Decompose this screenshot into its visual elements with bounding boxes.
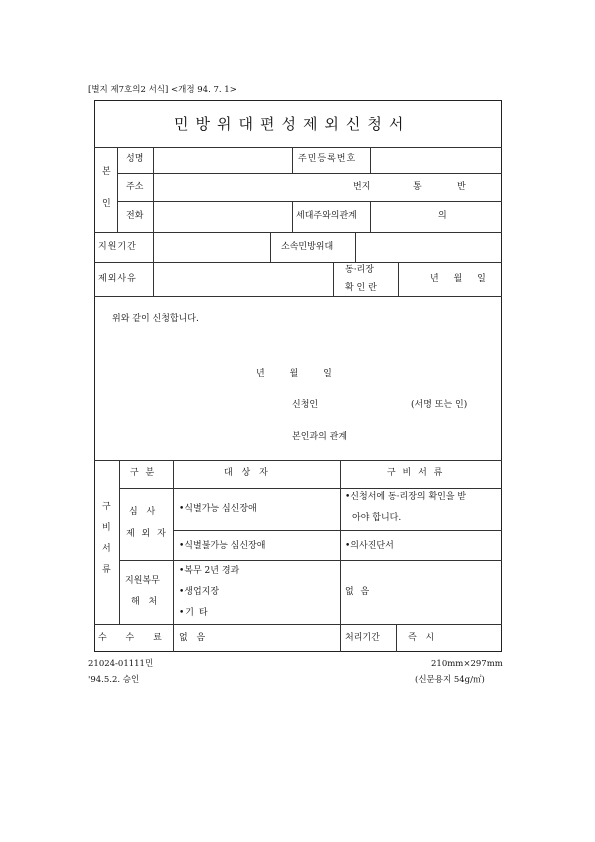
confirm-label-1: 동·리장 bbox=[345, 265, 374, 275]
unit-label: 소속민방위대 bbox=[281, 242, 334, 252]
declaration-text: 위와 같이 신청합니다. bbox=[112, 314, 199, 324]
line-v-category-col bbox=[173, 460, 174, 652]
footer-form-code: 21024-01111민 bbox=[88, 659, 154, 669]
line-h-reason bbox=[94, 296, 502, 297]
col-target: 대 상 자 bbox=[224, 468, 271, 478]
address-label: 주소 bbox=[126, 182, 144, 192]
name-label: 성명 bbox=[126, 154, 144, 164]
row1-doc-line-1: •신청서에 동·리장의 확인을 받 bbox=[345, 492, 467, 502]
period-label: 지원기간 bbox=[98, 242, 137, 252]
rrn-label: 주민등록번호 bbox=[298, 154, 357, 164]
line-h-declaration bbox=[94, 460, 502, 461]
row3-doc: 없 음 bbox=[345, 587, 372, 597]
form-title: 민방위대편성제외신청서 bbox=[174, 115, 411, 133]
line-h-doc-header bbox=[119, 488, 502, 489]
phone-label: 전화 bbox=[126, 211, 144, 221]
applicant-section-char-2: 인 bbox=[102, 199, 111, 209]
line-h-name bbox=[117, 173, 502, 174]
row3-target-2: •생업지장 bbox=[179, 587, 220, 597]
line-v-applicant bbox=[117, 147, 118, 232]
row3-target-3: •기 타 bbox=[179, 608, 209, 618]
footer-paper-size: 210mm×297mm bbox=[431, 659, 503, 669]
line-v-docs-section bbox=[119, 460, 120, 624]
line-v-unit-start bbox=[270, 232, 271, 262]
phone-field[interactable] bbox=[155, 203, 290, 230]
line-h-address bbox=[117, 201, 502, 202]
line-v-target-col bbox=[340, 460, 341, 624]
line-v-confirm-start bbox=[333, 262, 334, 296]
line-v-processing-start bbox=[340, 624, 341, 652]
applicant-section-char-1: 본 bbox=[102, 167, 111, 177]
line-v-unit-end bbox=[355, 232, 356, 262]
footer-paper-type: (신문용지 54g/㎡) bbox=[415, 675, 485, 685]
row1-doc-line-2: 아야 합니다. bbox=[352, 513, 402, 523]
docs-section-char-4: 류 bbox=[102, 565, 111, 575]
docs-section-char-3: 서 bbox=[102, 544, 111, 554]
processing-label: 처리기간 bbox=[345, 633, 380, 643]
line-v-relation-start bbox=[292, 201, 293, 232]
address-bunji: 번지 bbox=[353, 182, 371, 192]
unit-field[interactable] bbox=[357, 234, 500, 260]
sign-or-seal: (서명 또는 인) bbox=[411, 400, 468, 410]
docs-section-char-2: 비 bbox=[102, 523, 111, 533]
footer-approval: '94.5.2. 승인 bbox=[88, 675, 140, 685]
line-h-period bbox=[94, 262, 502, 263]
col-docs: 구 비 서 류 bbox=[387, 468, 445, 478]
line-v-reason-col bbox=[153, 262, 154, 296]
fee-label: 수 수 료 bbox=[98, 633, 170, 643]
support-label-1: 지원복무 bbox=[125, 576, 160, 586]
fee-value: 없 음 bbox=[179, 633, 209, 643]
relation-to-self-label: 본인과의 관계 bbox=[292, 432, 348, 442]
address-tong: 통 bbox=[413, 182, 422, 192]
line-v-relation-end bbox=[370, 201, 371, 232]
name-field[interactable] bbox=[155, 149, 290, 171]
line-h-applicant bbox=[94, 232, 502, 233]
exempt-label-1: 심 사 bbox=[129, 507, 159, 517]
line-v-rrn-end bbox=[370, 147, 371, 173]
rrn-field[interactable] bbox=[372, 149, 500, 171]
line-v-label-col bbox=[153, 147, 154, 262]
reason-field[interactable] bbox=[155, 264, 331, 294]
exempt-label-2: 제 외 자 bbox=[126, 529, 168, 539]
row2-doc: •의사진단서 bbox=[345, 541, 394, 551]
line-h-row1 bbox=[173, 530, 502, 531]
line-v-confirm-end bbox=[398, 262, 399, 296]
form-number-note: [별지 제7호의2 서식] <개정 94. 7. 1> bbox=[88, 85, 237, 95]
line-h-docs bbox=[94, 624, 502, 625]
support-label-2: 해 처 bbox=[131, 597, 161, 607]
confirm-date: 년 월 일 bbox=[430, 274, 486, 284]
relation-label: 세대주와의관계 bbox=[296, 211, 357, 221]
address-field[interactable] bbox=[155, 175, 500, 199]
row3-target-1: •복무 2년 경과 bbox=[179, 566, 240, 576]
docs-section-char-1: 구 bbox=[102, 502, 111, 512]
reason-label: 제외사유 bbox=[98, 274, 137, 284]
line-v-processing-end bbox=[396, 624, 397, 652]
line-v-rrn-start bbox=[292, 147, 293, 173]
relation-ui: 의 bbox=[438, 211, 447, 221]
applicant-sign-label: 신청인 bbox=[292, 400, 319, 410]
row2-target: •식별불가능 심신장애 bbox=[179, 541, 266, 551]
applicant-sign-field[interactable] bbox=[325, 396, 405, 412]
sign-date: 년 월 일 bbox=[256, 369, 332, 379]
line-h-row2 bbox=[119, 560, 502, 561]
address-ban: 반 bbox=[457, 182, 466, 192]
row1-target: •식별가능 심신장애 bbox=[179, 504, 257, 514]
line-h-title bbox=[94, 147, 502, 148]
col-category: 구 분 bbox=[130, 468, 157, 478]
period-field[interactable] bbox=[155, 234, 268, 260]
confirm-label-2: 확 인 란 bbox=[345, 283, 377, 293]
processing-value: 즉 시 bbox=[408, 633, 438, 643]
